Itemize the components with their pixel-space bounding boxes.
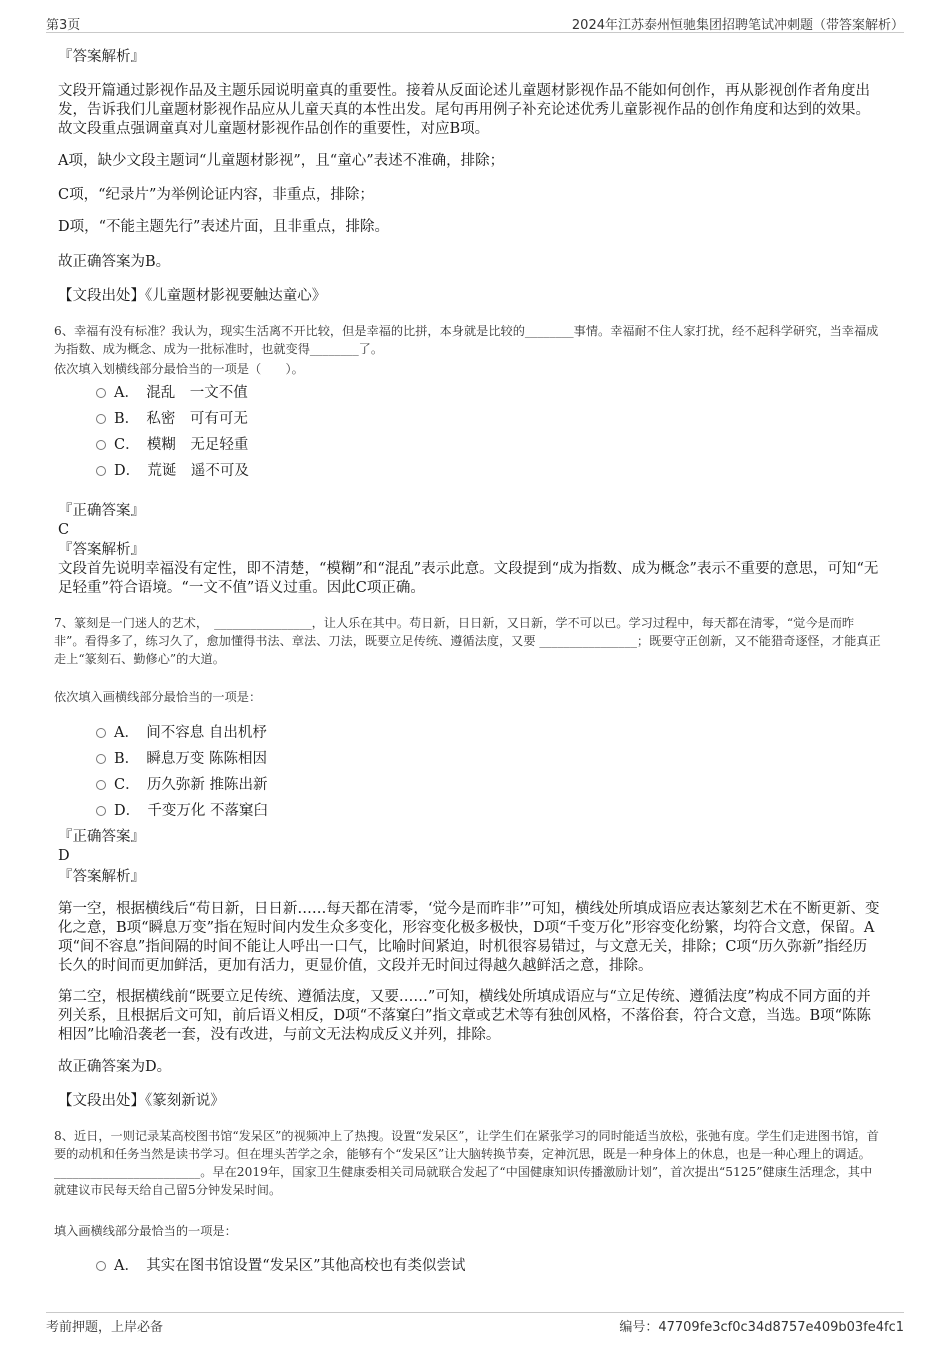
radio-icon[interactable] xyxy=(96,388,106,398)
page-number: 第3页 xyxy=(46,18,81,33)
question-7-option-c[interactable]: C． 历久弥新 推陈出新 xyxy=(96,776,267,794)
footer-slogan: 考前押题，上岸必备 xyxy=(46,1320,164,1335)
question-7-stem: 7、篆刻是一门迷人的艺术， ________________，让人乐在其中。苟日新，日日新，又日新，学不可以已。学习过程中，每天都在清零，“觉今是而昨非”。看得多了，练习久了，愈加懂得书法、章法、刀法，既要立足传统、遵循法度，又要 ________________；既要守正创新，又不能猎奇逐怪，才能真正走上“篆刻石、勤修心”的大道。 xyxy=(54,616,881,666)
question-8-prompt: 填入画横线部分最恰当的一项是： xyxy=(54,1224,237,1238)
analysis-label: 『答案解析』 xyxy=(58,869,145,885)
radio-icon[interactable] xyxy=(96,466,106,476)
question-7-option-a[interactable]: A． 间不容息 自出机杼 xyxy=(96,724,267,742)
analysis-label: 『答案解析』 xyxy=(58,49,145,65)
analysis-option-c: C项，“纪录片”为举例论证内容，非重点，排除； xyxy=(58,187,374,203)
analysis-text-1: 第一空，根据横线后“苟日新，日日新……每天都在清零，‘觉今是而昨非’”可知，横线处所填成语应表达篆刻艺术在不断更新、变化之意，B项“瞬息万变”指在短时间内发生众多变化，形容变化极多极快，D项“千变万化”形容变化纷繁，均符合文意，保留。A项“间不容息”指间隔的时间不能让人呼出一口气，比喻时间紧迫，时机很容易错过，与文意无关，排除；C项“历久弥新”指经历长久的时间而更加鲜活，更加有活力，更显价值，文段并无时间过得越久越鲜活之意，排除。 xyxy=(58,901,880,974)
question-7-option-b[interactable]: B． 瞬息万变 陈陈相因 xyxy=(96,750,267,768)
question-6-option-c[interactable]: C． 模糊 无足轻重 xyxy=(96,436,248,454)
final-answer: 故正确答案为B。 xyxy=(58,254,171,270)
radio-icon[interactable] xyxy=(96,440,106,450)
question-8-stem: 8、近日，一则记录某高校图书馆“发呆区”的视频冲上了热搜。设置“发呆区”，让学生们在紧张学习的同时能适当放松，张弛有度。学生们走进图书馆，首要的动机和任务当然是读书学习。但在埋头苦学之余，能够有个“发呆区”让大脑转换节奏，定神沉思，既是一种身体上的休息，也是一种心理上的调适。 ________________________。早在2019年，国家卫生健康委相关司局就联合发起了“中国健康知识传播激励计划”，首次提出“5125”健康生活理念，其中就建议市民每天给自己留5分钟发呆时间。 xyxy=(54,1129,879,1197)
correct-answer-label: 『正确答案』 xyxy=(58,829,145,845)
source-citation: 【文段出处】《儿童题材影视要触达童心》 xyxy=(58,288,327,304)
question-6-option-b[interactable]: B． 私密 可有可无 xyxy=(96,410,248,428)
question-7-option-d[interactable]: D． 千变万化 不落窠臼 xyxy=(96,802,268,820)
source-citation: 【文段出处】《篆刻新说》 xyxy=(58,1093,225,1109)
document-id: 编号：47709fe3cf0c34d8757e409b03fe4fc1 xyxy=(619,1320,904,1335)
page-header xyxy=(46,12,904,33)
correct-answer: D xyxy=(58,848,70,864)
question-7-prompt: 依次填入画横线部分最恰当的一项是： xyxy=(54,690,262,704)
correct-answer-label: 『正确答案』 xyxy=(58,503,145,519)
analysis-option-a: A项，缺少文段主题词“儿童题材影视”，且“童心”表述不准确，排除； xyxy=(58,153,505,169)
radio-icon[interactable] xyxy=(96,754,106,764)
analysis-text: 文段首先说明幸福没有定性，即不清楚，“模糊”和“混乱”表示此意。文段提到“成为指数、成为概念”表示不重要的意思，可知“无足轻重”符合语境。“一文不值”语义过重。因此C项正确。 xyxy=(58,561,879,596)
radio-icon[interactable] xyxy=(96,1261,106,1271)
question-6-option-a[interactable]: A． 混乱 一文不值 xyxy=(96,384,248,402)
final-answer: 故正确答案为D。 xyxy=(58,1059,172,1075)
correct-answer: C xyxy=(58,522,70,538)
question-6-stem: 6、幸福有没有标准？我认为，现实生活离不开比较，但是幸福的比拼，本身就是比较的________事情。幸福耐不住人家打扰，经不起科学研究，当幸福成为指数、成为概念、成为一批标准时，也就变得________了。 xyxy=(54,324,879,356)
radio-icon[interactable] xyxy=(96,728,106,738)
analysis-label: 『答案解析』 xyxy=(58,542,145,558)
radio-icon[interactable] xyxy=(96,806,106,816)
question-6-prompt: 依次填入划横线部分最恰当的一项是（ ）。 xyxy=(54,362,304,376)
radio-icon[interactable] xyxy=(96,780,106,790)
analysis-text-2: 第二空，根据横线前“既要立足传统、遵循法度，又要……”可知，横线处所填成语应与“立足传统、遵循法度”构成不同方面的并列关系，且根据后文可知，前后语义相反，D项“不落窠臼”指文章或艺术等有独创风格，不落俗套，符合文意，当选。B项“陈陈相因”比喻沿袭老一套，没有改进，与前文无法构成反义并列，排除。 xyxy=(58,989,872,1043)
question-8-option-a[interactable]: A． 其实在图书馆设置“发呆区”其他高校也有类似尝试 xyxy=(96,1257,466,1275)
page-footer xyxy=(46,1312,904,1335)
question-6-option-d[interactable]: D． 荒诞 遥不可及 xyxy=(96,462,249,480)
document-title: 2024年江苏泰州恒驰集团招聘笔试冲刺题（带答案解析） xyxy=(571,18,904,33)
analysis-text: 文段开篇通过影视作品及主题乐园说明童真的重要性。接着从反面论述儿童题材影视作品不能如何创作，再从影视创作者角度出发，告诉我们儿童题材影视作品应从儿童天真的本性出发。尾句再用例子补充论述优秀儿童影视作品的创作角度和达到的效果。故文段重点强调童真对儿童题材影视作品创作的重要性，对应B项。 xyxy=(58,83,870,137)
radio-icon[interactable] xyxy=(96,414,106,424)
analysis-option-d: D项，“不能主题先行”表述片面，且非重点，排除。 xyxy=(58,219,389,235)
